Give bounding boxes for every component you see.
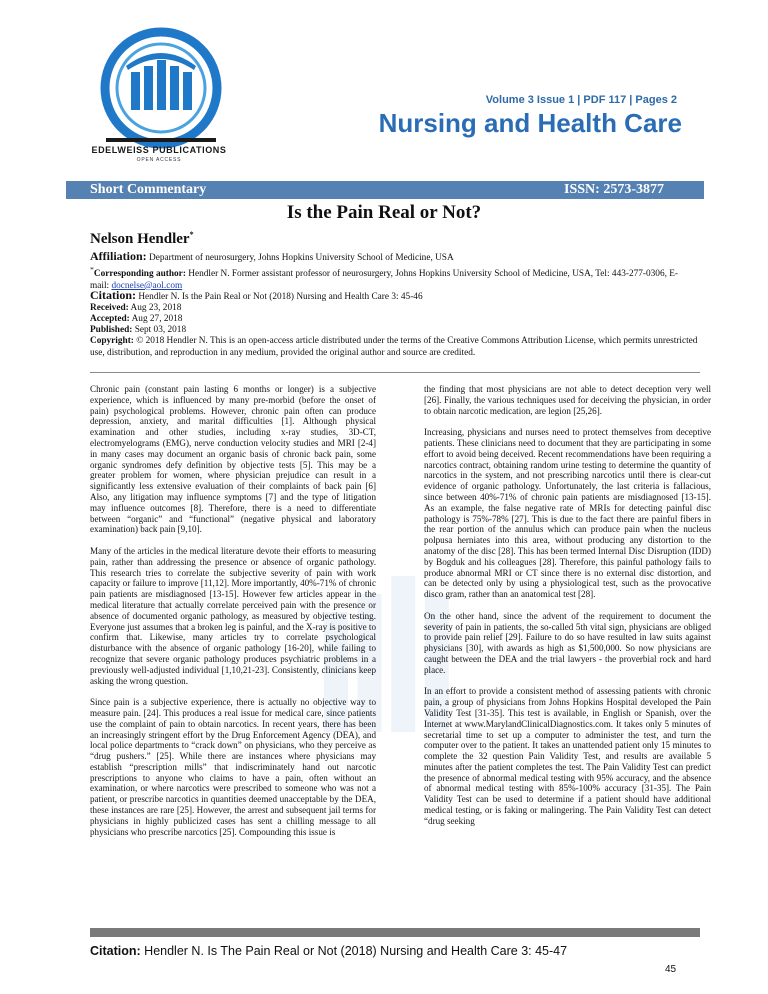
corr-label: Corresponding author: bbox=[93, 269, 186, 280]
paragraph: Since pain is a subjective experience, there is actually no objective way to measure pain. [24]. This produces a real issue for medical care, since patients use the complaint of pain to obtain narcotics. In recent years, there has been an increasingly stringent effort by the Drug Enforcement Agency (DEA), and local police departments to “crack down” on physicians, who they perceive as “drug pushers.” [25]. While there are instances where physicians may establish “prescription mills” that indiscriminately hand out narcotic prescriptions to anyone who claims to have a pain, often without an examination, or where narcotics were prescribed to someone who was not a patient, or prescribe narcotics in quantities deemed unacceptable by the DEA, these instances are rare [25]. However, the arrest and subsequent jail terms for physicians in highly publicized cases has sent a chilling message to all physicians who prescribe narcotics [25]. Compounding this issue is bbox=[90, 697, 376, 837]
article-type: Short Commentary bbox=[90, 182, 207, 197]
publisher-logo-subtext: OPEN ACCESS bbox=[136, 157, 182, 163]
footer-citation-text: Hendler N. Is The Pain Real or Not (2018) Nursing and Health Care 3: 45-47 bbox=[144, 944, 568, 958]
citation bbox=[90, 290, 686, 304]
publisher-logo-text: EDELWEISS PUBLICATIONS bbox=[91, 145, 227, 155]
body-column-left bbox=[90, 384, 376, 848]
accepted bbox=[90, 314, 686, 326]
affiliation bbox=[90, 251, 686, 265]
footer-citation bbox=[90, 944, 567, 958]
journal-name: Nursing and Health Care bbox=[378, 108, 682, 138]
published-label: Published: bbox=[90, 325, 133, 335]
author-name-text: Nelson Hendler bbox=[90, 231, 190, 247]
issn: ISSN: 2573-3877 bbox=[564, 182, 664, 197]
paragraph: Increasing, physicians and nurses need to protect themselves from deceptive patients. These clinicians need to document that they are participating in some effort to avoid being deceived. Recent recommendations have been requiring a narcotics contract, obtaining random urine testing to determine the quantity of narcotics in the system, and not prescribing narcotics until there is clear-cut evidence of organic pathology. Unfortunately, the last criteria is fallacious, since between 40%-71% of chronic pain patients are misdiagnosed [13-15]. As an example, the false negative rate of MRIs for detecting painful disc pathology is 75%-78% [27]. This is due to the fact there are painful fibers in the rear portion of the annulus which can produce pain when the nucleus polpusa herniates into this area, without producing any distortion to the anatomy of the disc [28]. This has been termed Internal Disc Disruption (IDD) by Bogduk and his colleagues [28]. Therefore, this painful pathology fails to produce abnormal MRI or CT since there is no external disc distortion, and can be detected only by using a physiological test, such as the provocative disco gram, rather than an anatomical test [28]. bbox=[424, 427, 711, 600]
footer-citation-label: Citation: bbox=[90, 944, 141, 958]
corr-email-link[interactable]: docnelse@aol.com bbox=[111, 280, 183, 291]
paragraph: Many of the articles in the medical literature devote their efforts to measuring pain, rather than addressing the presence or absence of organic pathology. This research tries to correlate the subjective severity of pain with work capacity or failure to improve [11,12]. More importantly, 40%-71% of chronic pain patients are misdiagnosed [13-15]. However few articles appear in the medical literature that actually correlate perceived pain with the presence or absence of documented organic pathology, as measured by objective testing. Everyone just assumes that a broken leg is painful, and the X-ray is positive to confirm that. Likewise, many articles try to correlate psychological disturbance with the absence of organic pathology [16-20], while failing to recognize that severe organic pathology produces psychiatric problems in a previously well-adjusted individual [1,10,21-23]. Consistently, clinicians keep asking the wrong question. bbox=[90, 545, 376, 686]
paragraph: Chronic pain (constant pain lasting 6 months or longer) is a subjective experience, which is influenced by many pre-morbid (before the onset of pain) psychological problems. However, chronic pain often can produce depression, anxiety, and marital difficulties [1]. Although physical examination and other studies, including x-ray studies, 3D-CT, electromyelograms (EMG), nerve conduction velocity studies and MRI [2-4] in many cases may document an organic basis of chronic back pain, some organic syndromes defy definition by objective tests [5]. This may be a greater problem for women, where physician prejudice can result in a significantly less extensive evaluation of their complaints of back pain [6] Also, any litigation may influence symptoms [7] and the type of litigation may influence outcomes [8]. Therefore, there is a need to differentiate between “organic” and “functional” (negative physical and laboratory examination) back pain [9,10]. bbox=[90, 384, 376, 535]
citation-label: Citation: bbox=[90, 288, 136, 302]
corresponding-author bbox=[90, 264, 686, 292]
page-number: 45 bbox=[665, 964, 677, 975]
corr-text: Hendler N. Former assistant professor of neurosurgery, Johns Hopkins University School of Medicine, USA, Tel: 443-277-0306, E-mail: bbox=[90, 269, 679, 291]
received-date: Aug 23, 2018 bbox=[130, 303, 182, 313]
article-title: Is the Pain Real or Not? bbox=[286, 202, 482, 223]
paragraph: On the other hand, since the advent of the requirement to document the severity of pain in patients, the so-called 5th vital sign, physicians are obliged to provide pain relief [29]. Failure to do so have resulted in law suits against physicians [30], with awards as high as $1,500,000. So now physicians are caught between the DEA and the trial lawyers - the proverbial rock and hard place. bbox=[424, 610, 711, 675]
author-mark: * bbox=[189, 230, 194, 239]
copyright-label: Copyright: bbox=[90, 336, 134, 346]
issue-line: Volume 3 Issue 1 | PDF 117 | Pages 2 bbox=[485, 94, 677, 106]
received-label: Received: bbox=[90, 303, 129, 313]
affiliation-label: Affiliation: bbox=[90, 249, 147, 263]
paragraph: In an effort to provide a consistent method of assessing patients with chronic pain, a group of physicians from Johns Hopkins Hospital developed the Pain Validity Test [31-35]. This test is available, in English or Spanish, over the Internet at www.MarylandClinicalDiagnostics.com. It takes only 5 minutes of secretarial time to set up a computer to administer the test, and turn the computer over to the patient. It takes an unattended patient only 15 minutes to complete the 32 question Pain Validity Test, and results are available 5 minutes after the patient completes the test. The Pain Validity Test can predict the presence of abnormal medical testing with 95% accuracy, and the absence of abnormal medical testing with 85%-100% accuracy [31-35]. The Pain Validity Test can be used to determine if a patient should have additional medical testing, or is faking or malingering. The Pain Validity Test can detect “drug seeking bbox=[424, 686, 711, 826]
published-date: Sept 03, 2018 bbox=[134, 325, 187, 335]
published bbox=[90, 325, 686, 337]
accepted-date: Aug 27, 2018 bbox=[131, 314, 183, 324]
footer-divider bbox=[90, 928, 700, 937]
received bbox=[90, 303, 686, 315]
article-banner bbox=[66, 181, 704, 199]
accepted-label: Accepted: bbox=[90, 314, 130, 324]
paragraph: the finding that most physicians are not able to detect deception very well [26]. Finally, the various techniques used for deceiving the physician, in order to obtain narcotic medication, are legion [25,26]. bbox=[424, 384, 711, 416]
copyright bbox=[90, 336, 700, 359]
copyright-text: © 2018 Hendler N. This is an open-access article distributed under the terms of the Creative Commons Attribution License, which permits unrestricted use, distribution, and reproduction in any medium, provided the original author and source are credited. bbox=[90, 336, 698, 358]
author-name bbox=[90, 230, 194, 248]
header-divider bbox=[90, 372, 700, 373]
body-column-right bbox=[424, 384, 711, 837]
citation-text: Hendler N. Is the Pain Real or Not (2018) Nursing and Health Care 3: 45-46 bbox=[138, 292, 423, 302]
corr-mark: * bbox=[90, 265, 94, 274]
affiliation-text: Department of neurosurgery, Johns Hopkins University School of Medicine, USA bbox=[149, 253, 454, 263]
